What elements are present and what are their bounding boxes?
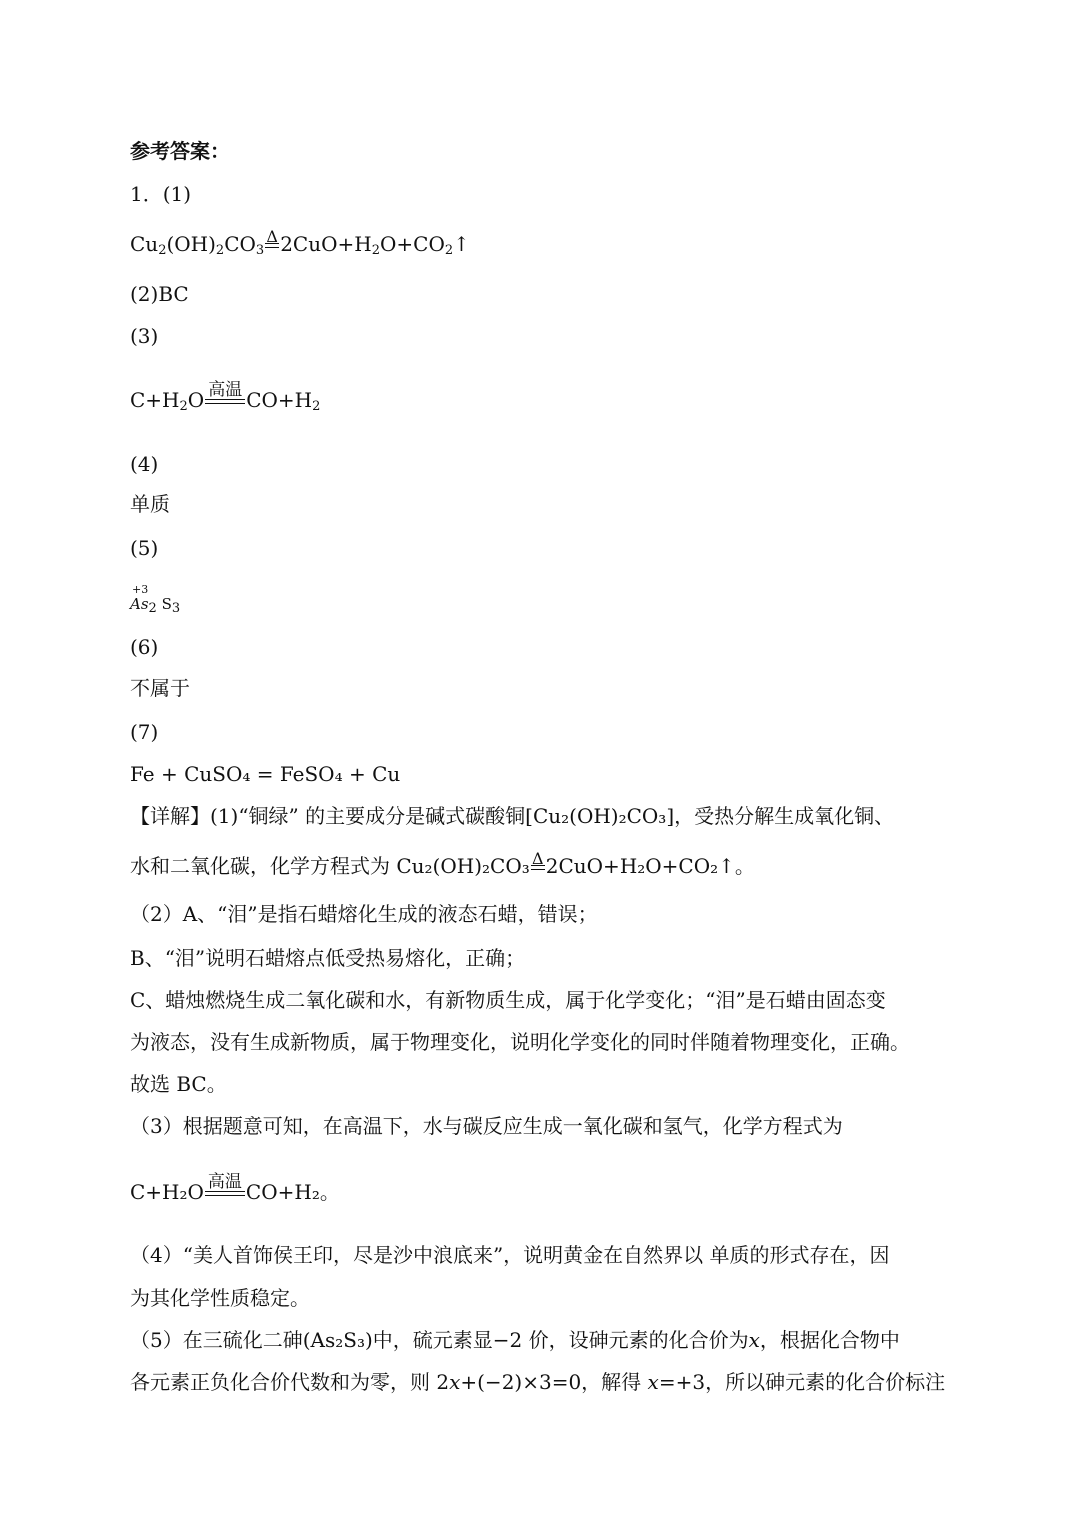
detail-text: ，根据化合物中 <box>759 1328 900 1352</box>
eq1-sub: 2 <box>158 243 167 258</box>
part-7-label: (7) <box>130 720 159 744</box>
detail-text: 各元素正负化合价代数和为零，则 2 <box>130 1370 450 1394</box>
detail-text: 水和二氧化碳，化学方程式为 Cu₂(OH)₂CO₃ <box>130 854 530 878</box>
element-as: As <box>130 595 149 613</box>
equation-1 <box>130 227 470 258</box>
page-heading: 参考答案： <box>130 139 230 163</box>
element-s: S <box>161 595 172 613</box>
valence-mark <box>130 583 149 618</box>
part-2-answer: (2)BC <box>130 282 189 306</box>
detail-line-7: 故选 BC。 <box>130 1072 227 1096</box>
detail-line-3: （2）A、“泪”是指石蜡熔化生成的液态石蜡，错误； <box>130 902 598 926</box>
high-temp-label: 高温 <box>207 1172 242 1192</box>
question-number: 1．(1) <box>130 182 192 206</box>
equation-3 <box>130 380 321 414</box>
detail-text: =+3，所以砷元素的化合价标注 <box>658 1370 946 1394</box>
detail-text: CO+H₂。 <box>245 1180 340 1204</box>
high-temp-condition <box>205 380 245 414</box>
detail-line-11: 为其化学性质稳定。 <box>130 1286 310 1310</box>
detail-text: +(−2)×3=0，解得 <box>460 1370 642 1394</box>
part-6-label: (6) <box>130 635 159 659</box>
heat-condition <box>531 849 545 880</box>
variable-x: x <box>647 1370 659 1394</box>
eq1-text: 2CuO+H <box>280 232 372 256</box>
eq3-text: O <box>187 388 205 412</box>
heat-condition <box>265 227 279 258</box>
eq3-sub: 2 <box>179 399 188 414</box>
eq1-text: (OH) <box>166 232 216 256</box>
gas-arrow: ↑ <box>453 232 470 256</box>
as-sub: 2 <box>148 601 157 616</box>
detail-line-5: C、蜡烛燃烧生成二氧化碳和水，有新物质生成，属于化学变化；“泪”是石蜡由固态变 <box>130 988 886 1012</box>
valence-value: +3 <box>132 583 149 596</box>
detail-text: C+H₂O <box>130 1180 204 1204</box>
eq1-sub: 2 <box>215 243 225 258</box>
detail-line-13 <box>130 1368 945 1396</box>
variable-x: x <box>748 1328 760 1352</box>
part-4-label: (4) <box>130 452 159 476</box>
eq1-sub: 2 <box>444 243 454 258</box>
detail-text: 2CuO+H₂O+CO₂↑。 <box>545 854 755 878</box>
eq3-text: C+H <box>130 388 180 412</box>
high-temp-label: 高温 <box>208 380 243 400</box>
detail-line-6: 为液态，没有生成新物质，属于物理变化，说明化学变化的同时伴随着物理变化，正确。 <box>130 1030 910 1054</box>
variable-x: x <box>449 1370 461 1394</box>
part-7-answer: Fe + CuSO₄ = FeSO₄ + Cu <box>130 762 401 786</box>
part-5-label: (5) <box>130 536 159 560</box>
detail-line-8: （3）根据题意可知，在高温下，水与碳反应生成一氧化碳和氢气，化学方程式为 <box>130 1114 843 1138</box>
eq1-sub: 3 <box>255 243 265 258</box>
detail-line-1: 【详解】(1)“铜绿” 的主要成分是碱式碳酸铜[Cu₂(OH)₂CO₃]，受热分解生成氧化铜、 <box>130 804 895 828</box>
part-5-answer <box>130 583 181 618</box>
eq3-sub: 2 <box>312 399 321 414</box>
high-temp-condition <box>205 1172 245 1206</box>
eq1-text: O+CO <box>379 232 445 256</box>
delta-symbol: Δ <box>266 227 278 246</box>
eq3-text: CO+H <box>246 388 313 412</box>
detail-line-12 <box>130 1326 900 1354</box>
eq1-text: CO <box>224 232 256 256</box>
detail-line-9 <box>130 1172 340 1206</box>
detail-text: （5）在三硫化二砷(As₂S₃)中，硫元素显−2 价，设砷元素的化合价为 <box>130 1328 749 1352</box>
detail-line-10: （4）“美人首饰侯王印，尽是沙中浪底来”，说明黄金在自然界以 单质的形式存在，因 <box>130 1243 890 1267</box>
part-3-label: (3) <box>130 324 159 348</box>
part-6-answer: 不属于 <box>130 676 190 700</box>
eq1-sub: 2 <box>371 243 380 258</box>
eq1-text: Cu <box>130 232 159 256</box>
detail-line-4: B、“泪”说明石蜡熔点低受热易熔化，正确； <box>130 946 526 970</box>
detail-line-2 <box>130 849 755 880</box>
delta-symbol: Δ <box>531 849 544 868</box>
s-sub: 3 <box>171 601 181 616</box>
part-4-answer: 单质 <box>130 492 170 516</box>
